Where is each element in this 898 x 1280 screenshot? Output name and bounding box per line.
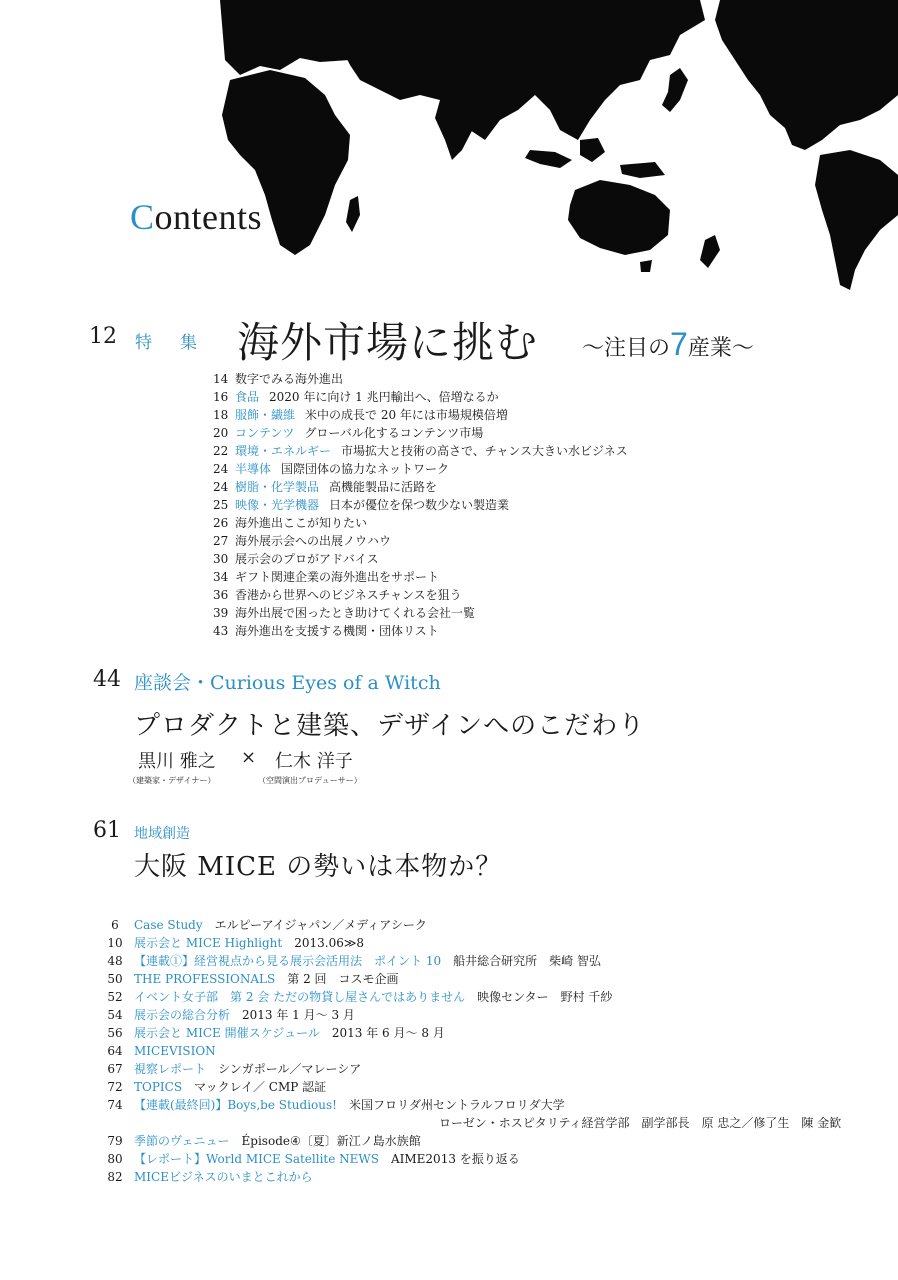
toc-row: [96, 952, 841, 970]
feature-item: [213, 406, 628, 424]
feature-subtitle: ～注目の7産業～: [582, 326, 754, 362]
feature-item-tag: 環境・エネルギー: [235, 444, 332, 458]
feature-item: [213, 496, 628, 514]
toc-row-page: 74: [107, 1098, 123, 1112]
toc-row-page: 56: [107, 1026, 123, 1040]
talk-person-1: 黒川 雅之: [138, 751, 216, 772]
toc-row-text: ローゼン・ホスピタリティ経営学部 副学部長 原 忠之／修了生 陳 金歓: [439, 1116, 842, 1130]
toc-row: [96, 1096, 841, 1114]
talk-label: 座談会・Curious Eyes of a Witch: [134, 672, 441, 694]
toc-row: [96, 1168, 841, 1186]
indonesia-shape: [525, 150, 572, 168]
talk-person-2: 仁木 洋子: [275, 751, 353, 772]
feature-item-text: 国際団体の協力なネットワーク: [281, 462, 450, 476]
newzealand-shape: [700, 235, 720, 268]
feature-item-page: 34: [213, 570, 229, 584]
toc-row-text: 米国フロリダ州セントラルフロリダ大学: [348, 1098, 565, 1112]
feature-item-page: 16: [213, 390, 229, 404]
toc-row: [96, 1132, 841, 1150]
toc-row-tag: 【レポート】World MICE Satellite NEWS: [134, 1152, 379, 1166]
feature-item-page: 36: [213, 588, 229, 602]
toc-row-page: 50: [107, 972, 123, 986]
feature-item-page: 24: [213, 462, 229, 476]
toc-row-tag: 【連載(最終回)】Boys,be Studious!: [134, 1098, 337, 1112]
toc-row: [96, 1060, 841, 1078]
feature-item-text: ギフト関連企業の海外進出をサポート: [235, 570, 440, 584]
feature-label: 特集: [135, 333, 225, 353]
feature-item: [213, 424, 628, 442]
toc-row: [96, 934, 841, 952]
feature-item-text: 日本が優位を保つ数少ない製造業: [329, 498, 510, 512]
toc-row-tag: 展示会の総合分析: [134, 1008, 231, 1022]
feature-item: [213, 604, 628, 622]
toc-row-tag: 季節のヴェニュー: [134, 1134, 230, 1148]
toc-row: [96, 916, 841, 934]
toc-row-tag: 展示会と MICE 開催スケジュール: [134, 1026, 320, 1040]
australia-shape: [568, 180, 670, 255]
feature-item-text: 海外進出を支援する機関・団体リスト: [235, 624, 439, 638]
toc-row-tag: Case Study: [134, 918, 203, 932]
feature-item-page: 25: [213, 498, 229, 512]
feature-item: [213, 586, 628, 604]
toc-row-text: エルピーアイジャパン／メディアシーク: [214, 918, 427, 932]
toc-row-text: マックレイ／ CMP 認証: [194, 1080, 327, 1094]
feature-item-tag: 半導体: [235, 462, 272, 476]
toc-row-tag: THE PROFESSIONALS: [134, 972, 276, 986]
feature-item-page: 20: [213, 426, 229, 440]
talk-role-2: （空間演出プロデューサー）: [258, 776, 362, 785]
toc-row-text: Épisode④〔夏〕新江ノ島水族館: [241, 1134, 421, 1148]
feature-item-tag: 樹脂・化学製品: [235, 480, 320, 494]
toc-row-text: 2013.06≫8: [294, 936, 365, 950]
feature-item-tag: コンテンツ: [235, 426, 295, 440]
feature-item-text: 数字でみる海外進出: [235, 372, 344, 386]
toc-row-page: 82: [107, 1170, 123, 1184]
feature-item-tag: 食品: [235, 390, 260, 404]
feature-item-text: 2020 年に向け 1 兆円輸出へ、倍増なるか: [269, 390, 499, 404]
feature-item-text: 海外出展で困ったとき助けてくれる会社一覧: [235, 606, 476, 620]
toc-row-text: 2013 年 6 月～ 8 月: [331, 1026, 445, 1040]
feature-item-page: 27: [213, 534, 229, 548]
toc-row: [96, 1114, 841, 1132]
feature-item-page: 43: [213, 624, 229, 638]
feature-item: [213, 388, 628, 406]
toc-row-tag: 視察レポート: [134, 1062, 207, 1076]
feature-item-page: 39: [213, 606, 229, 620]
talk-page-number: 44: [93, 667, 121, 692]
toc-row-tag: MICEVISION: [134, 1044, 216, 1058]
feature-item-tag: 服飾・繊維: [235, 408, 296, 422]
toc-row-text: 第 2 回 コスモ企画: [287, 972, 399, 986]
toc-row: [96, 1150, 841, 1168]
madagascar-shape: [346, 196, 360, 232]
borneo-shape: [580, 138, 605, 162]
feature-item: [213, 478, 628, 496]
feature-item-page: 22: [213, 444, 229, 458]
region-page-number: 61: [93, 818, 121, 843]
feature-subtitle-number: 7: [670, 326, 688, 362]
feature-item: [213, 568, 628, 586]
feature-item-text: 市場拡大と技術の高さで、チャンス大きい水ビジネス: [341, 444, 628, 458]
south-america-shape: [815, 150, 898, 290]
feature-title: 海外市場に挑む: [237, 318, 539, 367]
region-label: 地域創造: [134, 826, 190, 842]
feature-page-number: 12: [89, 324, 117, 349]
feature-item-page: 24: [213, 480, 229, 494]
toc-row: [96, 1078, 841, 1096]
toc-row-page: 48: [107, 954, 123, 968]
toc-row-page: 52: [107, 990, 123, 1004]
toc-row-page: 6: [111, 918, 119, 932]
toc-row-tag: イベント女子部 第 2 会 ただの物貸し屋さんではありません: [134, 990, 466, 1004]
toc-row-text: AIME2013 を振り返る: [390, 1152, 520, 1166]
feature-item-page: 26: [213, 516, 229, 530]
toc-row-page: 64: [107, 1044, 123, 1058]
feature-article-list: [213, 370, 628, 640]
toc-row-page: 67: [107, 1062, 123, 1076]
toc-row: [96, 1006, 841, 1024]
toc-row: [96, 1042, 841, 1060]
feature-item: [213, 370, 628, 388]
feature-item: [213, 550, 628, 568]
toc-row-tag: TOPICS: [134, 1080, 183, 1094]
toc-row-text: 船井総合研究所 柴崎 智弘: [453, 954, 601, 968]
feature-item-page: 18: [213, 408, 229, 422]
region-title: 大阪 MICE の勢いは本物か？: [134, 852, 503, 882]
feature-item: [213, 532, 628, 550]
feature-item-tag: 映像・光学機器: [235, 498, 320, 512]
toc-row: [96, 1024, 841, 1042]
world-map-illustration: [200, 0, 898, 300]
toc-row-page: 10: [107, 936, 123, 950]
toc-row-page: 72: [107, 1080, 123, 1094]
japan-shape: [662, 68, 688, 112]
feature-item-text: 海外展示会への出展ノウハウ: [235, 534, 392, 548]
feature-item-text: 香港から世界へのビジネスチャンスを狙う: [235, 588, 462, 602]
feature-item: [213, 460, 628, 478]
toc-row-text: 映像センター 野村 千紗: [477, 990, 613, 1004]
toc-row-page: 79: [107, 1134, 123, 1148]
toc-row-page: 80: [107, 1152, 123, 1166]
north-america-shape: [715, 0, 898, 150]
toc-row-text: シンガポール／マレーシア: [218, 1062, 362, 1076]
feature-item-page: 30: [213, 552, 229, 566]
toc-row-tag: 展示会と MICE Highlight: [134, 936, 283, 950]
toc-row-tag: MICEビジネスのいまとこれから: [134, 1170, 313, 1184]
feature-item-page: 14: [213, 372, 229, 386]
feature-item: [213, 442, 628, 460]
feature-item-text: グローバル化するコンテンツ市場: [304, 426, 484, 440]
toc-row-text: 2013 年 1 月～ 3 月: [242, 1008, 355, 1022]
talk-cross: ×: [241, 747, 257, 768]
toc-row-tag: 【連載①】経営視点から見る展示会活用法 ポイント 10: [134, 954, 442, 968]
feature-item: [213, 514, 628, 532]
toc-list: [96, 916, 841, 1186]
contents-title: Contents: [130, 197, 263, 237]
feature-item-text: 展示会のプロがアドバイス: [235, 552, 379, 566]
toc-row-page: 54: [107, 1008, 123, 1022]
feature-item-text: 海外進出ここが知りたい: [235, 516, 368, 530]
feature-item-text: 米中の成長で 20 年には市場規模倍増: [305, 408, 508, 422]
talk-title: プロダクトと建築、デザインへのこだわり: [134, 711, 646, 741]
tasmania-shape: [640, 260, 652, 272]
toc-row: [96, 970, 841, 988]
talk-role-1: （建築家・デザイナー）: [128, 776, 216, 785]
feature-item-text: 高機能製品に活路を: [329, 480, 438, 494]
newguinea-shape: [620, 162, 665, 178]
feature-item: [213, 622, 628, 640]
toc-row: [96, 988, 841, 1006]
